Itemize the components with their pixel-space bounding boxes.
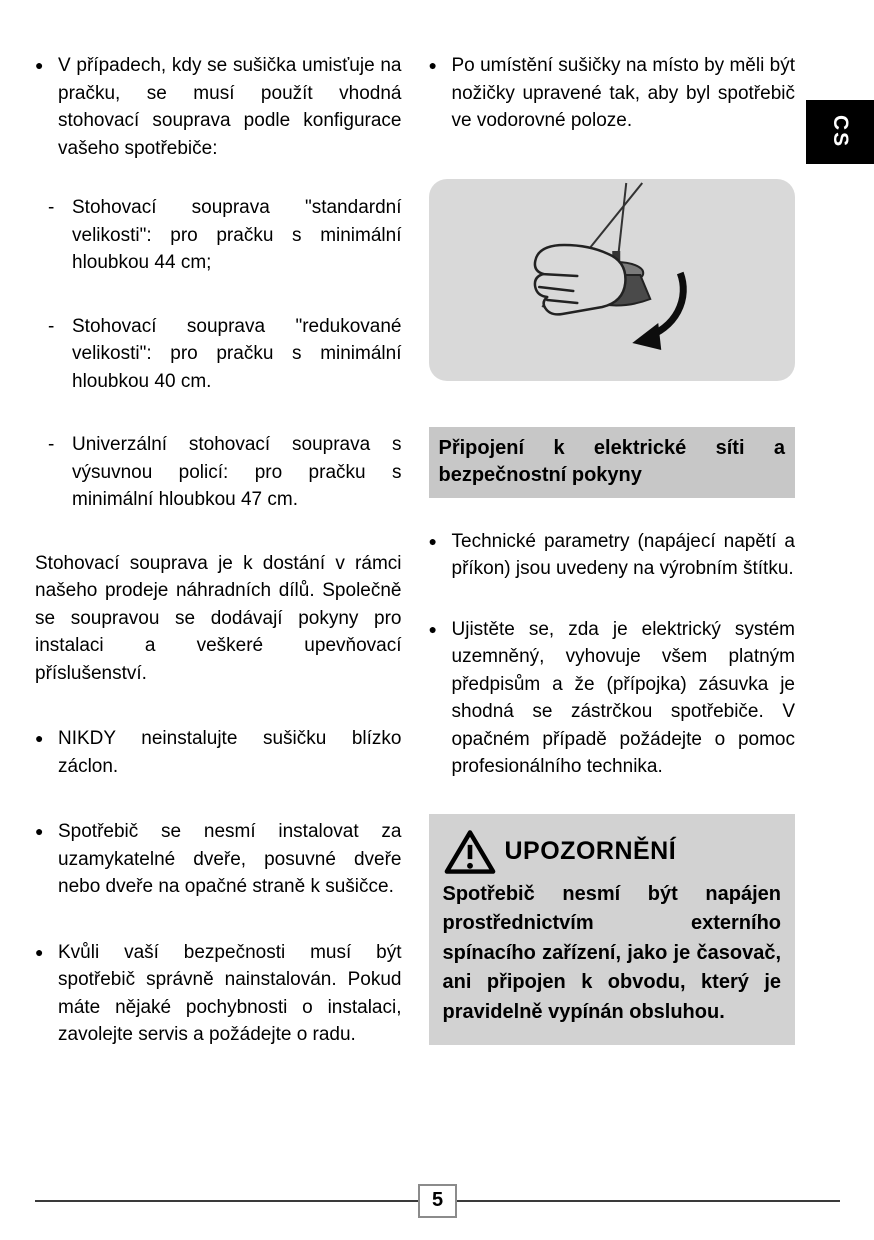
list-item <box>35 725 402 780</box>
list-item <box>35 939 402 1049</box>
bullet-icon: ● <box>428 620 437 637</box>
list-item-text: Spotřebič se nesmí instalovat za uzamykatelné dveře, posuvné dveře nebo dveře na opačné straně k sušičce. <box>58 821 402 897</box>
list-item <box>429 52 796 135</box>
list-item-text: Kvůli vaší bezpečnosti musí být spotřebič správně nainstalován. Pokud máte nějaké pochybnosti o instalaci, zavolejte servis a požádejte o radu. <box>58 941 402 1045</box>
dash-list <box>48 194 402 514</box>
leveling-foot-illustration <box>429 179 796 381</box>
bullet-icon: ● <box>35 943 44 960</box>
list-item <box>429 528 796 583</box>
left-column <box>35 52 402 1087</box>
bullet-icon: ● <box>35 730 44 746</box>
list-item <box>35 818 402 901</box>
leveling-foot-drawing <box>429 179 796 381</box>
warning-icon <box>443 828 497 876</box>
warning-header <box>443 828 782 876</box>
dash-item-text: Stohovací souprava "standardní velikosti": pro pračku s minimální hloubkou 44 cm; <box>72 197 402 273</box>
warning-title: UPOZORNĚNÍ <box>504 836 677 865</box>
page-number <box>418 1184 457 1218</box>
bullet-icon: ● <box>428 57 437 73</box>
dash-icon: - <box>48 197 55 218</box>
list-item-text: V případech, kdy se sušička umisťuje na pračku, se musí použít vhodná stohovací souprava podle konfigurace vašeho spotřebiče: <box>58 55 402 159</box>
dash-icon: - <box>48 315 55 337</box>
list-item <box>35 52 402 162</box>
footer-rule-right <box>457 1200 840 1202</box>
footer-rule-left <box>35 1200 418 1202</box>
bullet-icon: ● <box>35 823 44 839</box>
dash-icon: - <box>48 434 55 455</box>
language-tab-label: CS <box>829 115 852 149</box>
list-item-text: NIKDY neinstalujte sušičku blízko záclon. <box>58 728 402 777</box>
list-item-text: Technické parametry (napájecí napětí a příkon) jsou uvedeny na výrobním štítku. <box>451 530 795 579</box>
rotation-arrowhead <box>632 323 661 350</box>
dash-item-text: Stohovací souprava "redukované velikosti": pro pračku s minimální hloubkou 40 cm. <box>72 315 402 392</box>
dash-item-text: Univerzální stohovací souprava s výsuvnou policí: pro pračku s minimální hloubkou 47 cm. <box>72 434 402 510</box>
warning-text: Spotřebič nesmí být napájen prostřednictvím externího spínacího zařízení, jako je časovač, ani připojen k obvodu, který je pravidelně vypínán obsluhou. <box>442 882 781 1023</box>
dash-list-item <box>48 313 402 396</box>
rotation-arrow <box>646 273 683 337</box>
section-heading: Připojení k elektrické síti a bezpečnostní pokyny <box>429 427 796 498</box>
right-column <box>429 52 796 1087</box>
list-item-text: Ujistěte se, zda je elektrický systém uzemněný, vyhovuje všem platným předpisům a že (přípojka) zásuvka je shodná se zástrčkou spotřebiče. V opačném případě požádejte o pomoc profesionálního technika. <box>451 618 795 777</box>
dash-list-item <box>48 194 402 277</box>
paragraph: Stohovací souprava je k dostání v rámci našeho prodeje náhradních dílů. Společně se soupravou se dodávají pokyny pro instalaci a veškeré upevňovací příslušenství. <box>35 552 402 684</box>
page-footer <box>35 1184 840 1218</box>
list-item-text: Po umístění sušičky na místo by měli být nožičky upravené tak, aby byl spotřebič ve vodorovné poloze. <box>451 55 795 131</box>
list-item <box>429 616 796 781</box>
warning-box <box>429 814 796 1046</box>
bullet-icon: ● <box>428 532 437 549</box>
language-tab <box>806 100 874 164</box>
bullet-icon: ● <box>35 57 44 73</box>
hand <box>534 245 625 314</box>
page-number-label: 5 <box>431 1189 444 1211</box>
dash-list-item <box>48 431 402 514</box>
